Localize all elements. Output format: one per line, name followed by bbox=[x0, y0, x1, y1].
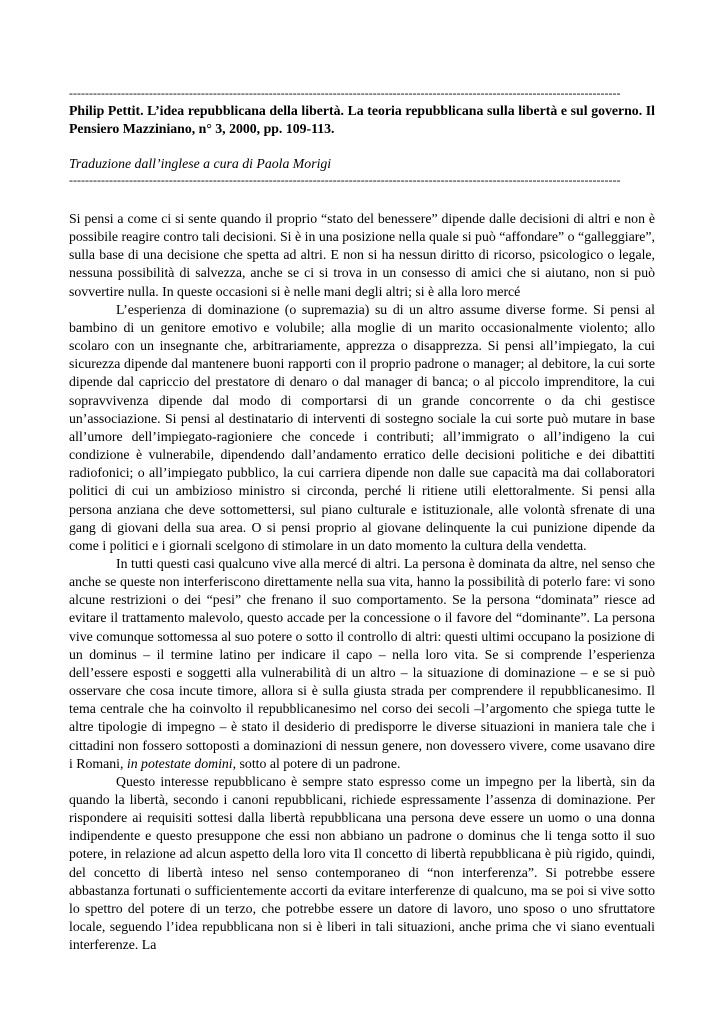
top-dashed-rule: ------------------------------------------------------------------------------------------------------------------------------------------ bbox=[69, 86, 621, 100]
article-body bbox=[69, 210, 655, 954]
citation-heading: Philip Pettit. L’idea repubblicana della libertà. La teoria repubblicana sulla libertà e sul governo. Il Pensiero Mazziniano, n° 3, 2000, pp. 109-113. bbox=[69, 103, 655, 136]
paragraph-1: Si pensi a come ci si sente quando il proprio “stato del benessere” dipende dalle decisioni di altri e non è possibile reagire contro tali decisioni. Si è in una posizione nella quale si può “affondare” o “galleggiare”, sulla base di una decisione che spetta ad altri. E non si ha nessun diritto di ricorso, psicologico o legale, nessuna possibilità di salvezza, anche se ci si trova in un consesso di amici che si aiutano, non si può sovvertire nulla. In queste occasioni si è nelle mani degli altri; si è alla loro mercé bbox=[69, 211, 655, 299]
paragraph-2: L’esperienza di dominazione (o supremazia) su di un altro assume diverse forme. Si pensi al bambino di un genitore emotivo e volubile; alla moglie di un marito occasionalmente violento; allo scolaro con un insegnante che, arbitrariamente, apprezza o disapprezza. Si pensi all’impiegato, la cui sicurezza dipende dal mantenere buoni rapporti con il proprio padrone o manager; al debitore, la cui sorte dipende dal capriccio del prestatore di denaro o dal manager di banca; o al piccolo imprenditore, la cui sopravvivenza dipende dal modo di comportarsi di un grande concorrente o da chi gestisce un’associazione. Si pensi al destinatario di interventi di sostegno sociale la cui sorte può mutare in base all’umore dell’impiegato-ragioniere che concede i contributi; all’immigrato o all’indigeno la cui condizione è vulnerabile, dipendendo dall’andamento erratico delle decisioni politiche e dei dibattiti radiofonici; o all’impiegato pubblico, la cui carriera dipende non dalle sue capacità ma dai collaboratori politici di cui un ambizioso ministro si circonda, perché li ritiene utili elettoralmente. Si pensi alla persona anziana che deve sottomettersi, sul piano culturale e istituzionale, alle volontà sfrenate di una gang di giovani della sua area. O si pensi proprio al giovane delinquente la cui punizione dipende da come i politici e i giornali scelgono di stimolare in un dato momento la cultura della vendetta. bbox=[69, 301, 655, 553]
paragraph-3 bbox=[69, 555, 655, 773]
paragraph-3-text-a: In tutti questi casi qualcuno vive alla mercé di altri. La persona è dominata da altre, nel senso che anche se queste non interferiscono direttamente nella sua vita, hanno la possibilità di poterlo fare: vi sono alcune restrizioni o dei “pesi” che frenano il suo comportamento. Se la persona “dominata” riesce ad evitare il trattamento malevolo, questo accade per la concessione o il favore del “dominante”. La persona vive comunque sottomessa al suo potere o sotto il controllo di altri: questi ultimi occupano la posizione di un dominus – il termine latino per indicare il capo – nella loro vita. Se si comprende l’esperienza dell’essere esposti e soggetti alla vulnerabilità di un altro – la situazione di dominazione – e se si può osservare che cosa incute timore, allora si è sulla giusta strada per comprendere il repubblicanesimo. Il tema centrale che ha coinvolto il repubblicanesimo nel corso dei secoli –l’argomento che spiega tutte le altre tipologie di impegno – è stato il desiderio di predisporre le diverse situazioni in maniera tale che i cittadini non fossero sottoposti a dominazioni di nessun genere, non dovessero vivere, come usavano dire i Romani, bbox=[69, 555, 655, 771]
paragraph-3-text-b: , sotto al potere di un padrone. bbox=[232, 755, 401, 771]
paragraph-3-italic-phrase: in potestate domini bbox=[126, 755, 233, 771]
bottom-dashed-rule: ------------------------------------------------------------------------------------------------------------------------------------------ bbox=[69, 173, 621, 187]
translator-credit: Traduzione dall’inglese a cura di Paola Morigi bbox=[69, 156, 332, 171]
paragraph-4: Questo interesse repubblicano è sempre stato espresso come un impegno per la libertà, sin da quando la libertà, secondo i canoni repubblicani, richiede espressamente l’assenza di dominazione. Per rispondere ai requisiti sottesi dalla libertà repubblicana una persona deve essere un uomo o una donna indipendente e questo presuppone che essi non abbiano un padrone o dominus che li tenga sotto il suo potere, in relazione ad alcun aspetto della loro vita Il concetto di libertà repubblicana è più rigido, quindi, del concetto di libertà inteso nel senso contemporaneo di “non interferenza”. Si potrebbe essere abbastanza fortunati o sufficientemente accorti da evitare interferenze di qualcuno, ma se poi si vive sotto lo spettro del potere di un terzo, che potrebbe essere un datore di lavoro, uno sposo o uno sfruttatore locale, seguendo l’idea repubblicana non si è liberi in tali situazioni, anche prima che vi siano eventuali interferenze. La bbox=[69, 773, 655, 953]
document-page bbox=[69, 86, 655, 954]
